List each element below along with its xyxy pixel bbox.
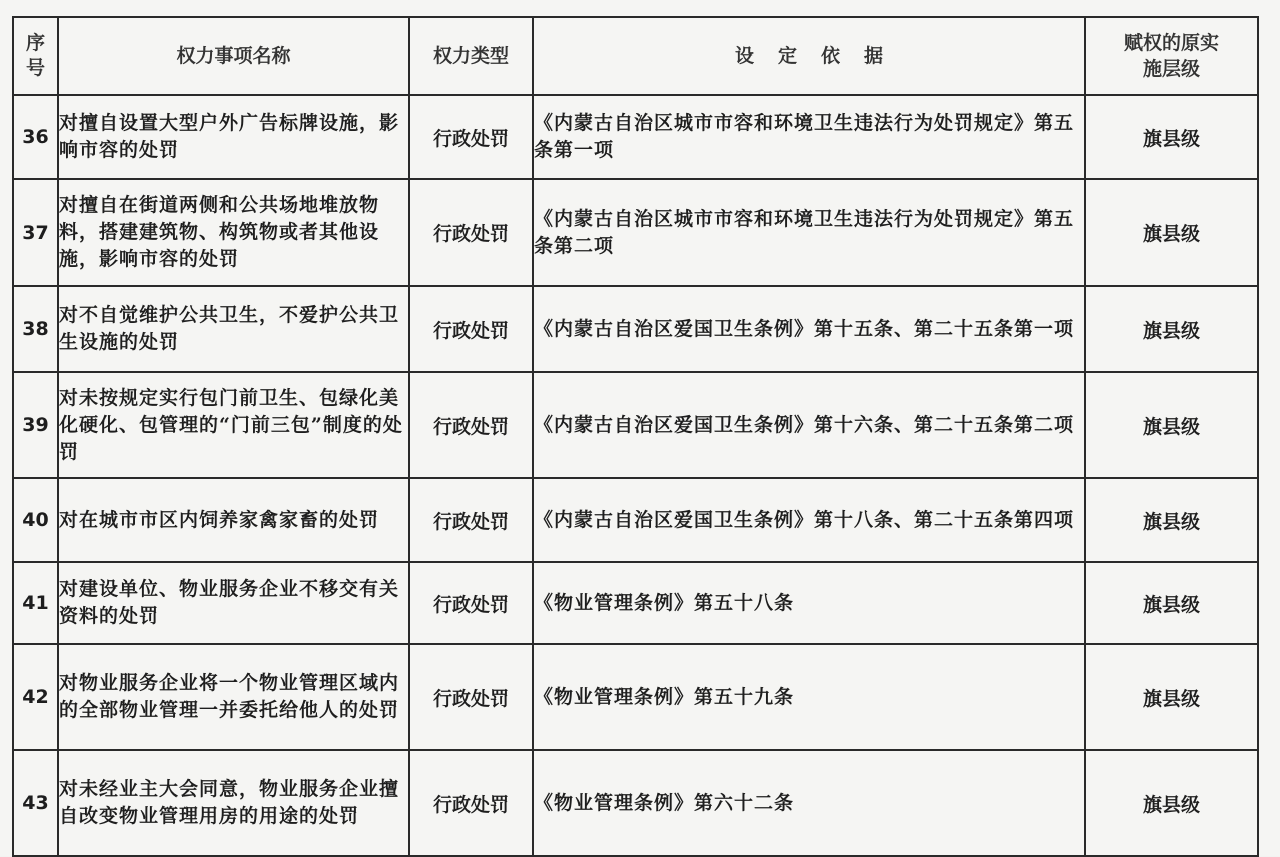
power-type: 行政处罚	[409, 644, 533, 750]
table-row	[13, 478, 1258, 562]
table-row	[13, 179, 1258, 286]
table-row	[13, 644, 1258, 750]
item-name: 对擅自设置大型户外广告标牌设施，影响市容的处罚	[58, 95, 409, 179]
power-type: 行政处罚	[409, 286, 533, 372]
power-items-table	[12, 16, 1259, 857]
table-row	[13, 750, 1258, 856]
row-number: 36	[13, 95, 58, 179]
item-name: 对物业服务企业将一个物业管理区域内的全部物业管理一并委托给他人的处罚	[58, 644, 409, 750]
legal-basis: 《物业管理条例》第五十八条	[533, 562, 1085, 644]
legal-basis: 《物业管理条例》第五十九条	[533, 644, 1085, 750]
power-type: 行政处罚	[409, 750, 533, 856]
legal-basis: 《内蒙古自治区城市市容和环境卫生违法行为处罚规定》第五条第二项	[533, 179, 1085, 286]
header-serial-number: 序号	[13, 17, 58, 95]
header-original-level: 赋权的原实施层级	[1085, 17, 1258, 95]
legal-basis: 《内蒙古自治区爱国卫生条例》第十五条、第二十五条第一项	[533, 286, 1085, 372]
legal-basis: 《内蒙古自治区爱国卫生条例》第十六条、第二十五条第二项	[533, 372, 1085, 478]
power-type: 行政处罚	[409, 562, 533, 644]
table-row	[13, 372, 1258, 478]
item-name: 对未按规定实行包门前卫生、包绿化美化硬化、包管理的“门前三包”制度的处罚	[58, 372, 409, 478]
header-legal-basis: 设定依据	[533, 17, 1085, 95]
legal-basis: 《内蒙古自治区爱国卫生条例》第十八条、第二十五条第四项	[533, 478, 1085, 562]
table-header-row	[13, 17, 1258, 95]
header-item-name: 权力事项名称	[58, 17, 409, 95]
original-level: 旗县级	[1085, 286, 1258, 372]
power-type: 行政处罚	[409, 179, 533, 286]
header-power-type: 权力类型	[409, 17, 533, 95]
original-level: 旗县级	[1085, 372, 1258, 478]
original-level: 旗县级	[1085, 478, 1258, 562]
table-row	[13, 95, 1258, 179]
row-number: 39	[13, 372, 58, 478]
row-number: 37	[13, 179, 58, 286]
row-number: 40	[13, 478, 58, 562]
legal-basis: 《内蒙古自治区城市市容和环境卫生违法行为处罚规定》第五条第一项	[533, 95, 1085, 179]
original-level: 旗县级	[1085, 179, 1258, 286]
row-number: 41	[13, 562, 58, 644]
original-level: 旗县级	[1085, 644, 1258, 750]
row-number: 42	[13, 644, 58, 750]
table-row	[13, 286, 1258, 372]
original-level: 旗县级	[1085, 95, 1258, 179]
power-type: 行政处罚	[409, 95, 533, 179]
row-number: 38	[13, 286, 58, 372]
item-name: 对未经业主大会同意，物业服务企业擅自改变物业管理用房的用途的处罚	[58, 750, 409, 856]
row-number: 43	[13, 750, 58, 856]
legal-basis: 《物业管理条例》第六十二条	[533, 750, 1085, 856]
item-name: 对在城市市区内饲养家禽家畜的处罚	[58, 478, 409, 562]
power-type: 行政处罚	[409, 372, 533, 478]
table-row	[13, 562, 1258, 644]
item-name: 对不自觉维护公共卫生，不爱护公共卫生设施的处罚	[58, 286, 409, 372]
original-level: 旗县级	[1085, 750, 1258, 856]
power-type: 行政处罚	[409, 478, 533, 562]
item-name: 对建设单位、物业服务企业不移交有关资料的处罚	[58, 562, 409, 644]
item-name: 对擅自在街道两侧和公共场地堆放物料，搭建建筑物、构筑物或者其他设施，影响市容的处罚	[58, 179, 409, 286]
original-level: 旗县级	[1085, 562, 1258, 644]
